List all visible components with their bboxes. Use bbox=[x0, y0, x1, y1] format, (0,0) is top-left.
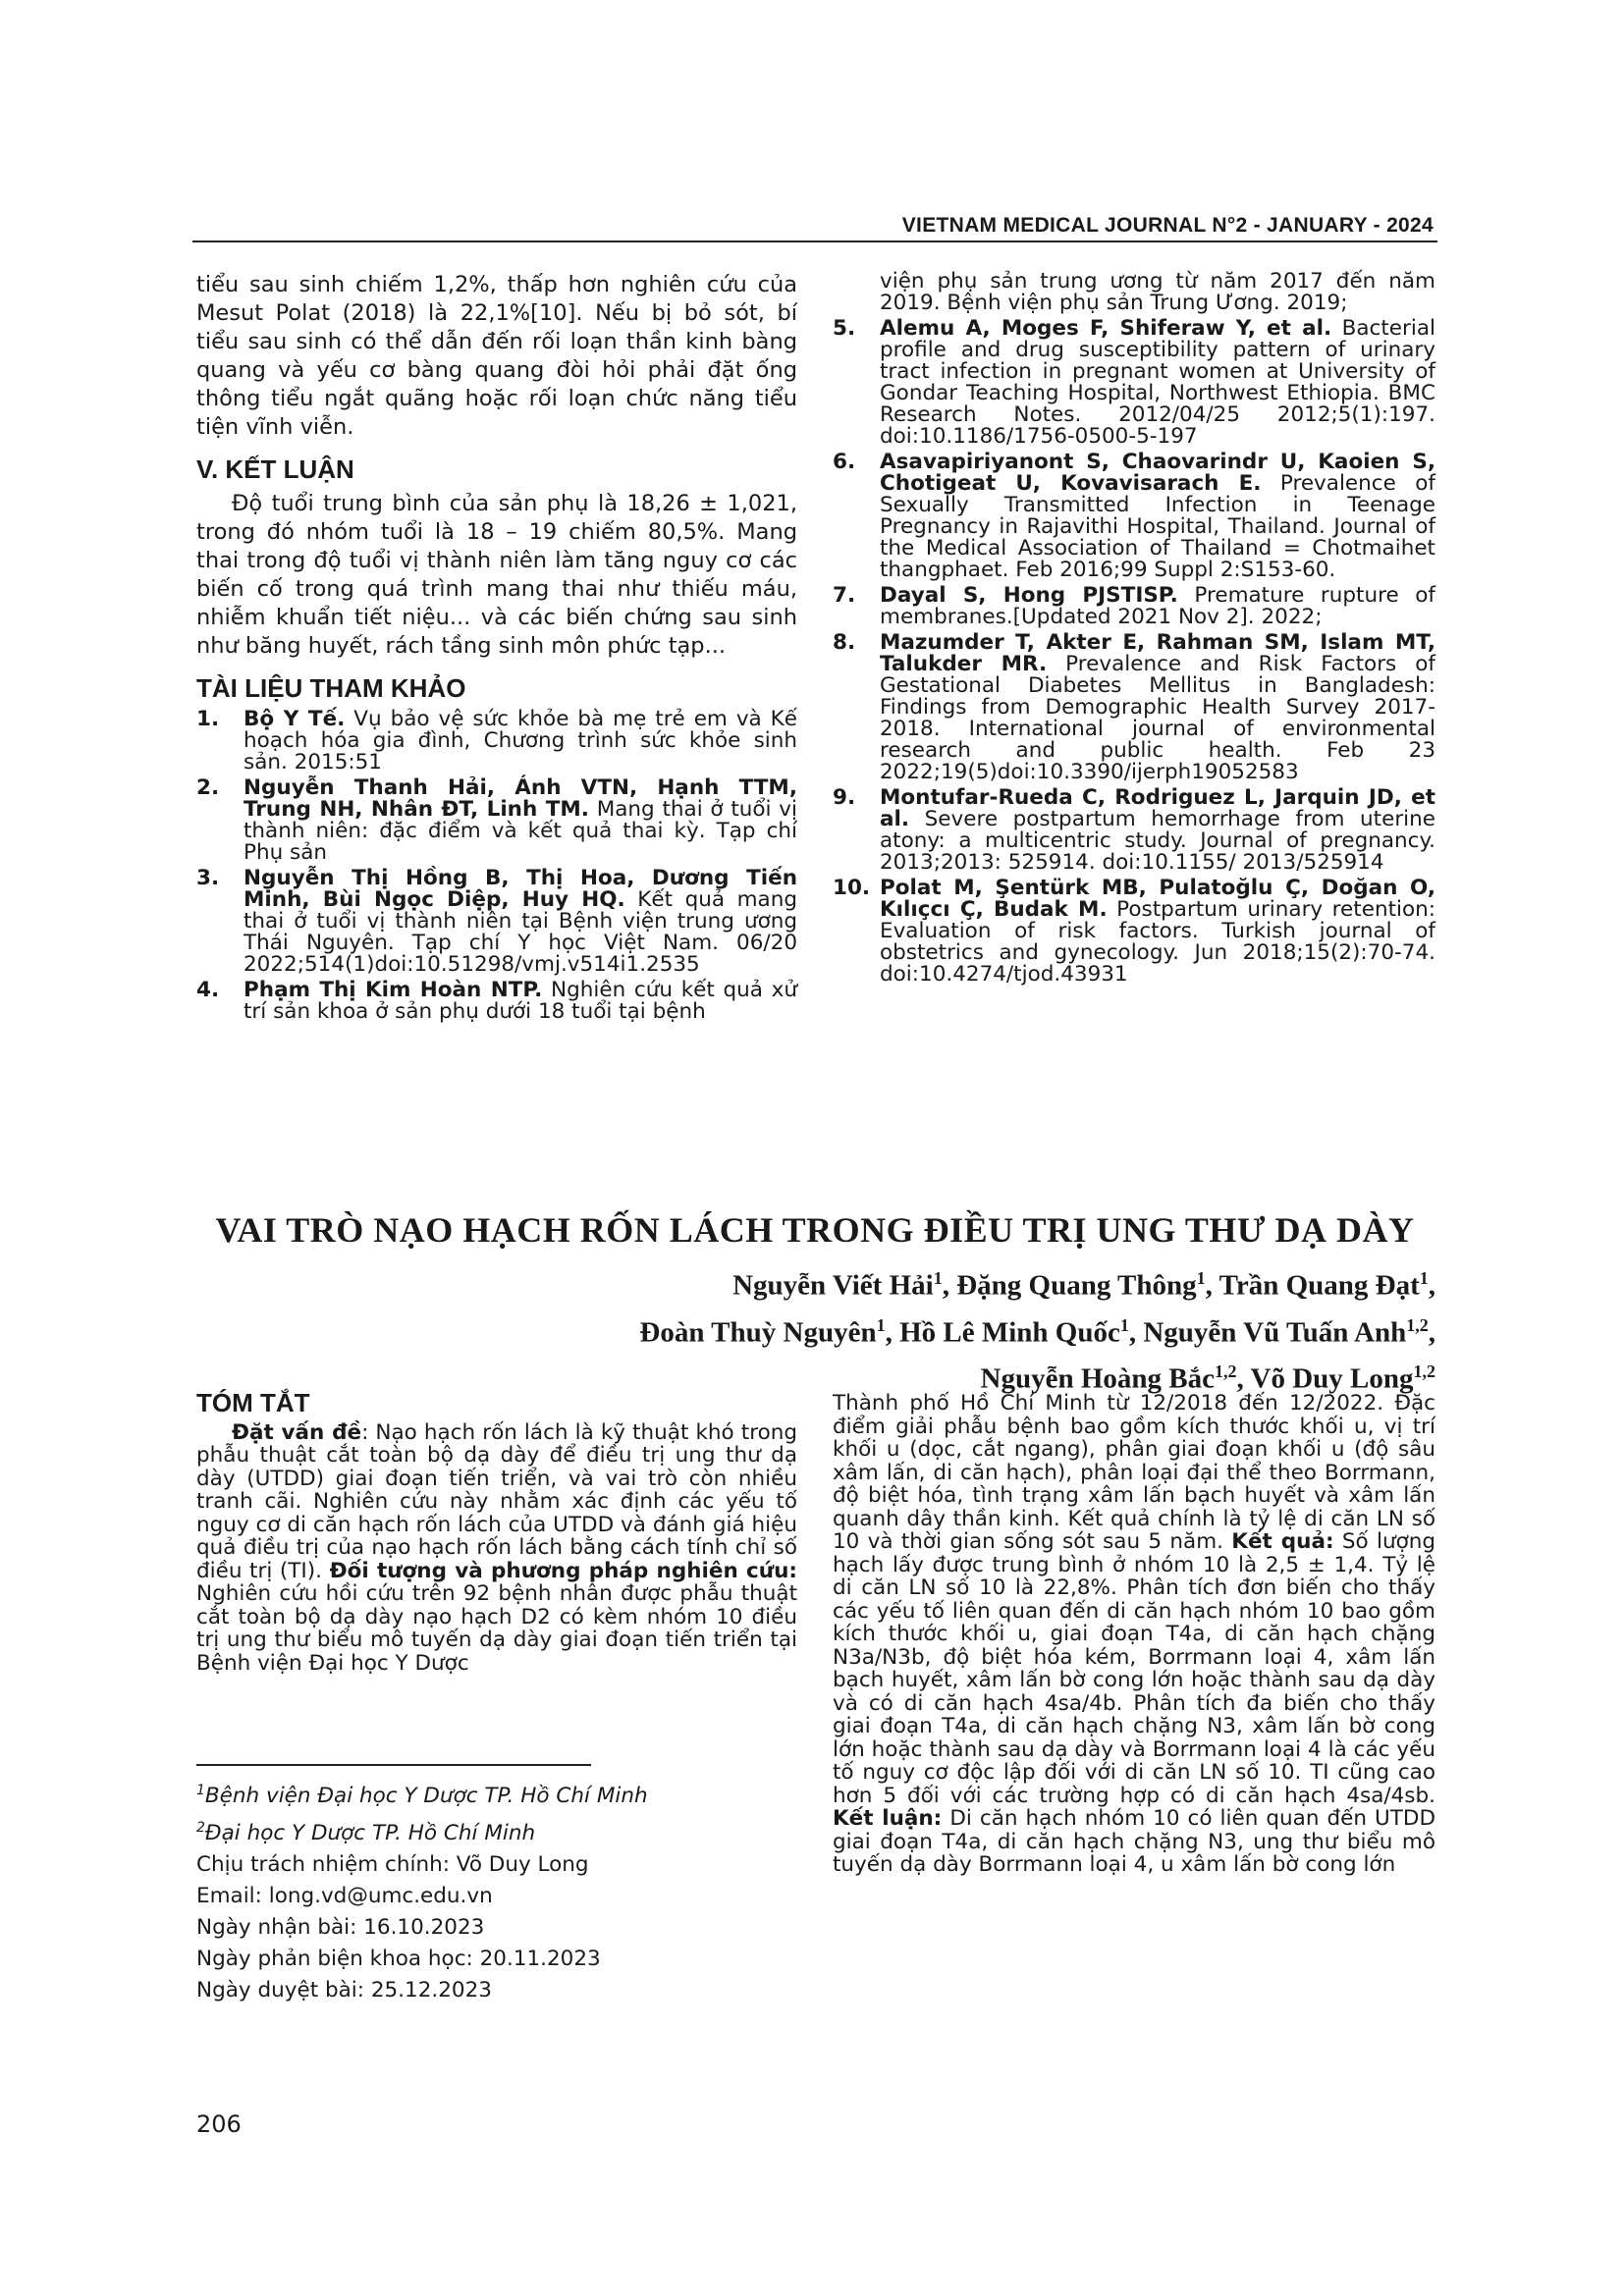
reference-number: 9. bbox=[833, 785, 856, 810]
reference-text: Severe postpartum hemorrhage from uterine atony: a multicentric study. Journal of pregnancy. 2013;2013: 525914. doi:10.1155/ 2013/525914 bbox=[880, 807, 1435, 875]
reference-authors: Nguyễn Thị Hồng B, Thị Hoa, Dương Tiến Minh, Bùi Ngọc Diệp, Huy HQ. bbox=[244, 866, 797, 912]
reference-authors: Asavapiriyanont S, Chaovarindr U, Kaoien S, Chotigeat U, Kovavisarach E. bbox=[880, 450, 1435, 496]
reference-text: Vụ bảo vệ sức khỏe bà mẹ trẻ em và Kế hoạch hóa gia đình, Chương trình sức khỏe sinh sản. 2015:51 bbox=[244, 707, 797, 774]
reference-item bbox=[833, 585, 1435, 628]
reference-authors: Polat M, Şentürk MB, Pulatoğlu Ç, Doğan O, Kılıçcı Ç, Budak M. bbox=[880, 876, 1435, 922]
affiliation-text: Đại học Y Dược TP. Hồ Chí Minh bbox=[204, 1821, 536, 1846]
author-list bbox=[454, 1258, 1435, 1399]
author-line-1 bbox=[454, 1258, 1435, 1306]
reference-number: 7. bbox=[833, 583, 856, 608]
abstract-label: Đối tượng và phương pháp nghiên cứu: bbox=[329, 1558, 797, 1583]
reference-number: 5. bbox=[833, 316, 856, 341]
author-line-2 bbox=[454, 1306, 1435, 1353]
references-list-left bbox=[196, 709, 797, 1023]
reference-text: Kết quả mang thai ở tuổi vị thành niên tại Bệnh viện trung ương Thái Nguyên. Tạp chí Y học Việt Nam. 06/20 2022;514(1)doi:10.51298/vmj.v514i1.2535 bbox=[244, 887, 797, 977]
reference-authors: Alemu A, Moges F, Shiferaw Y, et al. bbox=[880, 316, 1332, 341]
author-name: Đặng Quang Thông bbox=[956, 1269, 1197, 1302]
footnote-rule bbox=[196, 1764, 591, 1766]
abstract-text: Di căn hạch nhóm 10 có liên quan đến UTDD giai đoạn T4a, di căn hạch chặng N3, ung thư biểu mô tuyến dạ dày Borrmann loại 4, u xâm lấn bờ cong lớn bbox=[833, 1806, 1435, 1877]
author-affiliation: 1 bbox=[1419, 1268, 1429, 1288]
author-name: Đoàn Thuỳ Nguyên bbox=[639, 1316, 877, 1349]
reference-item bbox=[833, 632, 1435, 783]
abstract-paragraph bbox=[196, 1421, 797, 1676]
contact-email: Email: long.vd@umc.edu.vn bbox=[196, 1884, 493, 1909]
reference-text: Bacterial profile and drug susceptibility pattern of urinary tract infection in pregnant women at University of Gondar Teaching Hospital, Northwest Ethiopia. BMC Research Notes. 2012/04/25 2012;5(1):197. doi:10.1186/1756-0500-5-197 bbox=[880, 316, 1435, 449]
author-separator: , bbox=[1205, 1269, 1219, 1302]
reference-text: Prevalence of Sexually Transmitted Infection in Teenage Pregnancy in Rajavithi Hospital, Thailand. Journal of the Medical Association of Thailand = Chotmaihet thangphaet. Feb 2016;99 Suppl 2:S153-60. bbox=[880, 471, 1435, 582]
references-list-right bbox=[833, 271, 1435, 986]
reference-item bbox=[196, 777, 797, 864]
abstract-right-column bbox=[833, 1392, 1435, 1877]
conclusion-text: Độ tuổi trung bình của sản phụ là 18,26 ± 1,021, trong đó nhóm tuổi là 18 – 19 chiếm 80,5%. Mang thai trong độ tuổi vị thành niên làm tăng nguy cơ các biến cố trong quá trình mang thai như thiếu máu, nhiễm khuẩn tiết niệu... và các biến chứng sau sinh như băng huyết, rách tầng sinh môn phức tạp... bbox=[196, 491, 797, 659]
abstract-text: : Nạo hạch rốn lách là kỹ thuật khó trong phẫu thuật cắt toàn bộ dạ dày để điều trị ung thư dạ dày (UTDD) giai đoạn tiến triển, và vai trò còn nhiều tranh cãi. Nghiên cứu này nhằm xác định các yếu tố nguy cơ di căn hạch rốn lách của UTDD và đánh giá hiệu quả điều trị của nạo hạch rốn lách bằng cách tính chỉ số điều trị (TI). bbox=[196, 1419, 797, 1583]
reference-number: 6. bbox=[833, 450, 856, 474]
right-column bbox=[833, 271, 1435, 989]
author-name: Hồ Lê Minh Quốc bbox=[899, 1316, 1120, 1349]
reference-item bbox=[833, 318, 1435, 448]
reference-text: Nghiên cứu kết quả xử trí sản khoa ở sản phụ dưới 18 tuổi tại bệnh bbox=[244, 978, 798, 1024]
reference-text: Prevalence and Risk Factors of Gestational Diabetes Mellitus in Bangladesh: Findings from Demographic Health Survey 2017-2018. International journal of environmental research and public health. Feb 23 2022;19(5)doi:10.3390/ijerph19052583 bbox=[880, 652, 1435, 784]
abstract-label: Đặt vấn đề bbox=[232, 1419, 362, 1445]
author-affiliation: 1,2 bbox=[1215, 1362, 1237, 1382]
references-heading: TÀI LIỆU THAM KHẢO bbox=[196, 673, 466, 703]
author-separator: , bbox=[942, 1269, 957, 1302]
author-separator: , bbox=[1428, 1316, 1435, 1349]
reference-authors: Nguyễn Thanh Hải, Ánh VTN, Hạnh TTM, Trung NH, Nhân ĐT, Linh TM. bbox=[244, 775, 797, 822]
author-name: Trần Quang Đạt bbox=[1218, 1269, 1420, 1302]
page-number: 206 bbox=[196, 2110, 242, 2138]
conclusion-heading: V. KẾT LUẬN bbox=[196, 454, 354, 484]
reference-item bbox=[196, 709, 797, 774]
reference-item bbox=[833, 787, 1435, 874]
reference-item bbox=[833, 452, 1435, 581]
reference-authors: Montufar-Rueda C, Rodriguez L, Jarquin JD, et al. bbox=[880, 785, 1435, 831]
left-column bbox=[196, 271, 797, 1027]
reference-number: 10. bbox=[833, 876, 871, 900]
reference-item bbox=[196, 980, 797, 1023]
author-separator: , bbox=[1128, 1316, 1144, 1349]
abstract-left-column bbox=[196, 1388, 797, 1676]
header-rule bbox=[192, 240, 1437, 242]
author-affiliation: 1 bbox=[1119, 1314, 1129, 1335]
abstract-paragraph bbox=[833, 1392, 1435, 1877]
abstract-label: Kết luận: bbox=[833, 1806, 943, 1831]
author-affiliation: 1 bbox=[876, 1314, 886, 1335]
reference-authors: Phạm Thị Kim Hoàn NTP. bbox=[244, 978, 543, 1002]
reference-number: 1. bbox=[196, 707, 220, 731]
author-name: Nguyễn Hoàng Bắc bbox=[980, 1362, 1216, 1395]
reference-number: 8. bbox=[833, 630, 856, 655]
author-affiliation: 1 bbox=[1196, 1268, 1206, 1288]
review-date: Ngày phản biện khoa học: 20.11.2023 bbox=[196, 1947, 601, 1972]
reference-number: 2. bbox=[196, 775, 220, 800]
reference-text: Mang thai ở tuổi vị thành niên: đặc điểm và kết quả thai kỳ. Tạp chí Phụ sản bbox=[244, 797, 797, 865]
author-separator: , bbox=[1236, 1362, 1251, 1395]
abstract-label: Kết quả: bbox=[1231, 1529, 1334, 1554]
journal-header: VIETNAM MEDICAL JOURNAL N°2 - JANUARY - 2024 bbox=[901, 214, 1434, 237]
author-affiliation: 1,2 bbox=[1406, 1314, 1429, 1335]
affiliation-text: Bệnh viện Đại học Y Dược TP. Hồ Chí Minh bbox=[204, 1784, 648, 1809]
received-date: Ngày nhận bài: 16.10.2023 bbox=[196, 1915, 485, 1941]
author-separator: , bbox=[885, 1316, 900, 1349]
reference-continuation: viện phụ sản trung ương từ năm 2017 đến năm 2019. Bệnh viện phụ sản Trung Ương. 2019; bbox=[880, 269, 1435, 315]
reference-authors: Mazumder T, Akter E, Rahman SM, Islam MT, Talukder MR. bbox=[880, 630, 1435, 676]
abstract-text: Số lượng hạch lấy được trung bình ở nhóm 10 là 2,5 ± 1,4. Tỷ lệ di căn LN số 10 là 22,8%. Phân tích đơn biến cho thấy các yếu tố liên quan đến di căn hạch nhóm 10 bao gồm kích thước khối u, giai đoạn T4a, di căn hạch chặng N3a/N3b, độ biệt hóa kém, Borrmann loại 4, xâm lấn bạch huyết, xâm lấn bờ cong lớn hoặc thành sau dạ dày và có di căn hạch 4sa/4b. Phân tích đa biến cho thấy giai đoạn T4a, di căn hạch chặng N3, xâm lấn bờ cong lớn hoặc thành sau dạ dày và Borrmann loại 4 là các yếu tố nguy cơ độc lập đối với di căn LN số 10. TI cũng cao hơn 5 đối với các trường hợp có di căn hạch 4sa/4sb. bbox=[833, 1529, 1436, 1808]
article-title: VAI TRÒ NẠO HẠCH RỐN LÁCH TRONG ĐIỀU TRỊ UNG THƯ DẠ DÀY bbox=[215, 1210, 1415, 1250]
affiliation-2 bbox=[196, 1812, 797, 1849]
reference-item bbox=[196, 868, 797, 976]
affiliation-sup: 1 bbox=[196, 1783, 205, 1798]
reference-authors: Dayal S, Hong PJSTISP. bbox=[880, 583, 1178, 608]
author-name: Nguyễn Viết Hải bbox=[732, 1269, 934, 1302]
responsible-author: Chịu trách nhiệm chính: Võ Duy Long bbox=[196, 1852, 589, 1878]
reference-authors: Bộ Y Tế. bbox=[244, 707, 346, 731]
author-affiliation: 1 bbox=[933, 1268, 943, 1288]
intro-paragraph: tiểu sau sinh chiếm 1,2%, thấp hơn nghiên cứu của Mesut Polat (2018) là 22,1%[10]. Nếu bị bỏ sót, bí tiểu sau sinh có thể dẫn đến rối loạn thần kinh bàng quang và yếu cơ bàng quang đòi hỏi phải đặt ống thông tiểu ngắt quãng hoặc rối loạn chức năng tiểu tiện vĩnh viễn. bbox=[196, 272, 797, 440]
author-name: Võ Duy Long bbox=[1250, 1362, 1414, 1395]
approval-date: Ngày duyệt bài: 25.12.2023 bbox=[196, 1978, 492, 2003]
affiliation-sup: 2 bbox=[196, 1820, 205, 1837]
author-affiliation: 1,2 bbox=[1413, 1362, 1435, 1382]
author-name: Nguyễn Vũ Tuấn Anh bbox=[1143, 1316, 1407, 1349]
reference-number: 4. bbox=[196, 978, 220, 1002]
footnotes bbox=[196, 1775, 797, 2006]
abstract-text: Nghiên cứu hồi cứu trên 92 bệnh nhân được phẫu thuật cắt toàn bộ dạ dày nạo hạch D2 có kèm nhóm 10 điều trị ung thư biểu mô tuyến dạ dày giai đoạn tiến triển tại Bệnh viện Đại học Y Dược bbox=[196, 1581, 797, 1676]
reference-text: Postpartum urinary retention: Evaluation of risk factors. Turkish journal of obstetrics and gynecology. Jun 2018;15(2):70-74. doi:10.4274/tjod.43931 bbox=[880, 897, 1435, 987]
abstract-heading: TÓM TẮT bbox=[196, 1388, 310, 1417]
reference-text: Premature rupture of membranes.[Updated 2021 Nov 2]. 2022; bbox=[880, 583, 1435, 629]
affiliation-1 bbox=[196, 1775, 797, 1812]
reference-item bbox=[833, 878, 1435, 986]
author-separator: , bbox=[1428, 1269, 1435, 1302]
reference-number: 3. bbox=[196, 866, 220, 890]
abstract-text: Thành phố Hồ Chí Minh từ 12/2018 đến 12/2022. Đặc điểm giải phẫu bệnh bao gồm kích thước khối u, vị trí khối u (dọc, cắt ngang), phân giai đoạn khối u (độ sâu xâm lấn, di căn hạch), phân loại đại thể theo Borrmann, độ biệt hóa, tình trạng xâm lấn bạch huyết và xâm lấn quanh dây thần kinh. Kết quả chính là tỷ lệ di căn LN số 10 và thời gian sống sót sau 5 năm. bbox=[833, 1391, 1435, 1554]
